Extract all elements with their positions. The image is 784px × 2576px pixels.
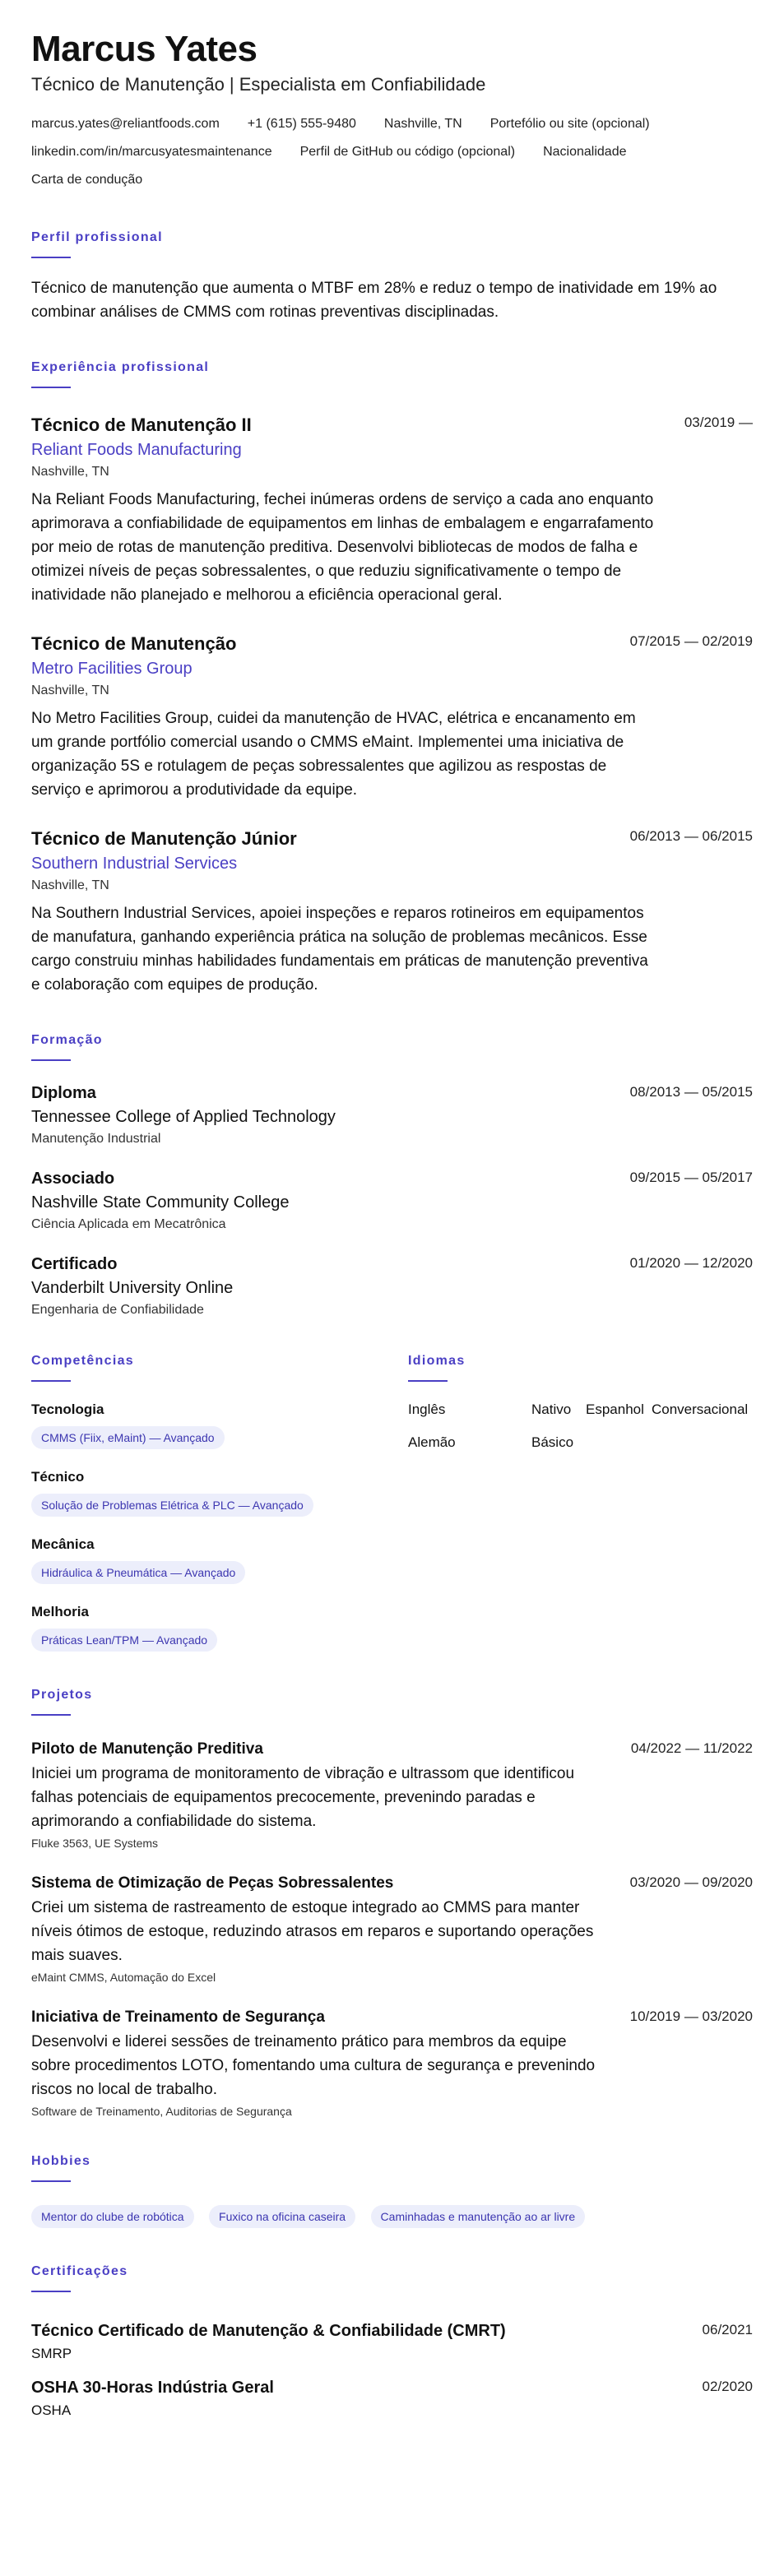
job-dates: 06/2013 — 06/2015 xyxy=(629,828,753,845)
skill-tag: CMMS (Fiix, eMaint) — Avançado xyxy=(31,1426,225,1449)
certification-issuer: OSHA xyxy=(31,2402,72,2419)
certification-issuer: SMRP xyxy=(31,2346,72,2362)
certification-entry xyxy=(31,2322,753,2362)
contact-linkedin[interactable]: linkedin.com/in/marcusyatesmaintenance xyxy=(31,145,272,160)
certification-name: Técnico Certificado de Manutenção & Confiabilidade (CMRT) xyxy=(31,2322,506,2341)
education-field: Manutenção Industrial xyxy=(31,1132,161,1147)
project-title: Sistema de Otimização de Peças Sobressalentes xyxy=(31,1874,394,1893)
project-dates: 10/2019 — 03/2020 xyxy=(629,2008,753,2025)
certifications-section xyxy=(31,2264,753,2419)
project-dates: 04/2022 — 11/2022 xyxy=(630,1740,753,1757)
experience-section xyxy=(31,360,753,997)
education-school: Vanderbilt University Online xyxy=(31,1279,234,1298)
contact-github[interactable]: Perfil de GitHub ou código (opcional) xyxy=(299,145,516,160)
job-location: Nashville, TN xyxy=(31,465,109,480)
hobbies-section xyxy=(31,2154,753,2228)
certification-name: OSHA 30-Horas Indústria Geral xyxy=(31,2379,274,2398)
job-entry xyxy=(31,828,753,997)
job-location: Nashville, TN xyxy=(31,683,109,698)
project-description: Criei um sistema de rastreamento de estoque integrado ao CMMS para manter níveis ótimos de estoque, reduzindo atrasos em reparos e suportando operações mais suaves. xyxy=(31,1899,594,1965)
education-degree: Certificado xyxy=(31,1255,118,1274)
candidate-subtitle: Técnico de Manutenção | Especialista em Confiabilidade xyxy=(31,74,486,95)
language-level: Básico xyxy=(531,1434,574,1451)
job-company: Reliant Foods Manufacturing xyxy=(31,441,242,460)
skill-tag: Solução de Problemas Elétrica & PLC — Avançado xyxy=(31,1494,313,1517)
section-divider xyxy=(31,1059,71,1061)
education-section xyxy=(31,1033,753,1318)
job-location: Nashville, TN xyxy=(31,878,109,893)
skill-category: Tecnologia xyxy=(31,1402,104,1418)
skill-category: Mecânica xyxy=(31,1536,95,1553)
project-description: Desenvolvi e liderei sessões de treinamento prático para membros da equipe sobre procedimentos LOTO, fomentando uma cultura de segurança e prevenindo riscos no local de trabalho. xyxy=(31,2033,596,2099)
hobby-tag: Caminhadas e manutenção ao ar livre xyxy=(371,2205,586,2228)
certification-date: 06/2021 xyxy=(702,2322,753,2338)
job-title: Técnico de Manutenção Júnior xyxy=(31,828,297,850)
contact-nationality: Nacionalidade xyxy=(543,145,627,160)
section-title-hobbies: Hobbies xyxy=(31,2154,91,2169)
certification-entry xyxy=(31,2379,753,2419)
project-entry xyxy=(31,2008,753,2118)
job-title: Técnico de Manutenção xyxy=(31,633,237,655)
section-divider xyxy=(31,387,71,388)
education-degree: Diploma xyxy=(31,1084,96,1103)
language-level: Conversacional xyxy=(652,1402,749,1418)
section-divider xyxy=(31,257,71,258)
language-name: Inglês xyxy=(408,1402,446,1418)
project-title: Iniciativa de Treinamento de Segurança xyxy=(31,2008,325,2027)
section-divider xyxy=(31,1714,71,1716)
section-divider xyxy=(408,1380,448,1382)
education-entry xyxy=(31,1170,753,1232)
education-degree: Associado xyxy=(31,1170,115,1188)
hobby-tag: Mentor do clube de robótica xyxy=(31,2205,194,2228)
contact-license: Carta de condução xyxy=(31,173,143,188)
profile-section xyxy=(31,230,753,324)
skills-section xyxy=(31,1354,408,1652)
education-dates: 09/2015 — 05/2017 xyxy=(629,1170,753,1186)
project-dates: 03/2020 — 09/2020 xyxy=(629,1874,753,1891)
contact-location: Nashville, TN xyxy=(383,117,462,132)
section-title-profile: Perfil profissional xyxy=(31,230,163,245)
hobby-list xyxy=(31,2197,753,2228)
hobby-tag: Fuxico na oficina caseira xyxy=(209,2205,355,2228)
section-title-experience: Experiência profissional xyxy=(31,360,210,375)
skill-tag: Hidráulica & Pneumática — Avançado xyxy=(31,1561,245,1584)
language-name: Espanhol xyxy=(586,1402,644,1418)
job-description: Na Reliant Foods Manufacturing, fechei inúmeras ordens de serviço a cada ano enquanto aprimorava a confiabilidade de equipamentos em linhas de embalagem e engarrafamento por meio de rotas de manutenção preditiva. Desenvolvi bibliotecas de modos de falha e otimizei níveis de peças sobressalentes, o que reduziu significativamente o tempo de inatividade não planejado e melhorou a eficiência operacional geral. xyxy=(31,491,654,605)
skill-tag: Práticas Lean/TPM — Avançado xyxy=(31,1629,217,1652)
education-school: Tennessee College of Applied Technology xyxy=(31,1108,336,1127)
contact-portfolio[interactable]: Portefólio ou site (opcional) xyxy=(489,117,650,132)
job-entry xyxy=(31,633,753,802)
section-divider xyxy=(31,2291,71,2292)
job-entry xyxy=(31,415,753,607)
contact-phone[interactable]: +1 (615) 555-9480 xyxy=(247,117,356,132)
language-level: Nativo xyxy=(531,1402,572,1418)
section-divider xyxy=(31,1380,71,1382)
section-title-certifications: Certificações xyxy=(31,2264,128,2279)
job-description: Na Southern Industrial Services, apoiei inspeções e reparos rotineiros em equipamentos de manufatura, ganhando experiência prática na solução de problemas mecânicos. Esse cargo construiu minhas habilidades fundamentais em práticas de manutenção preventiva e colaboração com equipes de produção. xyxy=(31,905,648,994)
education-dates: 08/2013 — 05/2015 xyxy=(629,1084,753,1100)
certification-date: 02/2020 xyxy=(702,2379,753,2395)
job-dates: 07/2015 — 02/2019 xyxy=(629,633,753,650)
project-tools: Software de Treinamento, Auditorias de Segurança xyxy=(31,2105,292,2119)
project-entry xyxy=(31,1874,753,1984)
job-company: Metro Facilities Group xyxy=(31,660,193,679)
education-entry xyxy=(31,1255,753,1318)
candidate-name: Marcus Yates xyxy=(31,29,257,69)
contact-list xyxy=(31,110,753,194)
education-school: Nashville State Community College xyxy=(31,1193,290,1212)
projects-section xyxy=(31,1688,753,2118)
education-field: Engenharia de Confiabilidade xyxy=(31,1303,204,1318)
section-title-languages: Idiomas xyxy=(408,1354,466,1369)
section-title-projects: Projetos xyxy=(31,1688,93,1703)
job-company: Southern Industrial Services xyxy=(31,855,238,873)
education-field: Ciência Aplicada em Mecatrônica xyxy=(31,1217,226,1232)
contact-email[interactable]: marcus.yates@reliantfoods.com xyxy=(31,117,220,132)
section-title-education: Formação xyxy=(31,1033,103,1048)
job-dates: 03/2019 — xyxy=(684,415,753,431)
language-row xyxy=(408,1402,753,1418)
section-title-skills: Competências xyxy=(31,1354,134,1369)
languages-section xyxy=(408,1354,753,1652)
education-entry xyxy=(31,1084,753,1147)
project-tools: eMaint CMMS, Automação do Excel xyxy=(31,1971,216,1985)
language-name: Alemão xyxy=(408,1434,456,1451)
language-row xyxy=(408,1434,753,1451)
project-title: Piloto de Manutenção Preditiva xyxy=(31,1740,263,1758)
project-description: Iniciei um programa de monitoramento de vibração e ultrassom que identificou falhas potenciais de equipamentos precocemente, prevenindo paradas e aprimorando a confiabilidade do sistema. xyxy=(31,1765,575,1831)
project-entry xyxy=(31,1740,753,1850)
section-divider xyxy=(31,2180,71,2182)
profile-summary: Técnico de manutenção que aumenta o MTBF em 28% e reduz o tempo de inatividade em 19% ao combinar análises de CMMS com rotinas preventivas disciplinadas. xyxy=(31,280,717,322)
education-dates: 01/2020 — 12/2020 xyxy=(629,1255,753,1272)
job-title: Técnico de Manutenção II xyxy=(31,415,252,436)
skill-category: Melhoria xyxy=(31,1604,89,1620)
skills-languages-row xyxy=(31,1354,753,1652)
skill-category: Técnico xyxy=(31,1469,85,1485)
project-tools: Fluke 3563, UE Systems xyxy=(31,1837,159,1851)
job-description: No Metro Facilities Group, cuidei da manutenção de HVAC, elétrica e encanamento em um grande portfólio comercial usando o CMMS eMaint. Implementei uma iniciativa de organização 5S e rotulagem de peças sobressalentes que agilizou as respostas de serviço e aprimorou a produtividade da equipe. xyxy=(31,710,636,799)
